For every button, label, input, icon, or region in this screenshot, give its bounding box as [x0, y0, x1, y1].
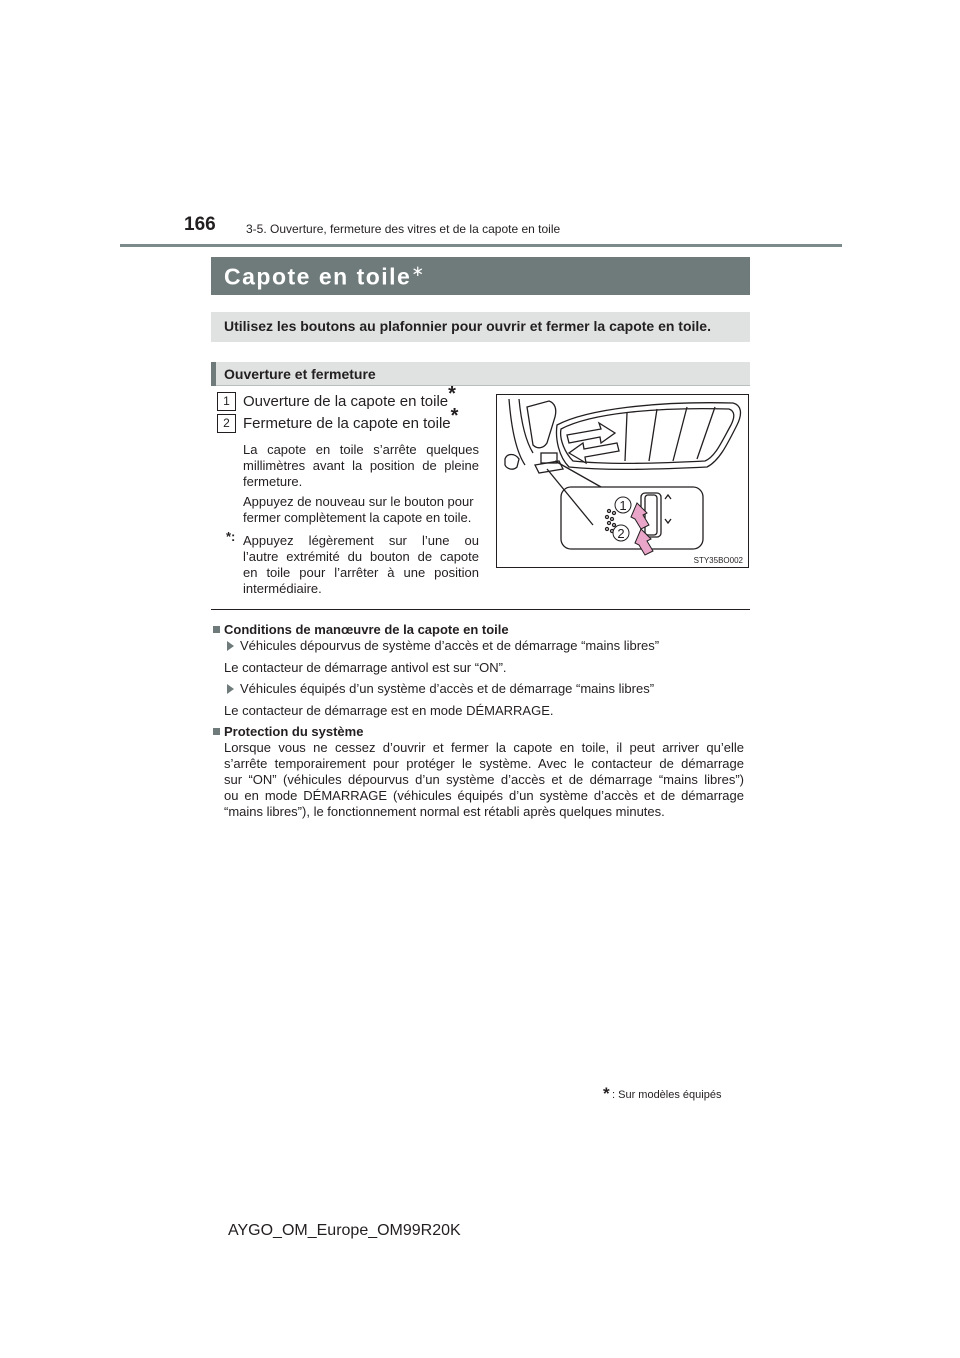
illustration-ceiling-switch	[496, 394, 749, 568]
protection-line: Lorsque vous ne cessez d’ouvrir et fermer la capote en toile, il peut arriver qu’elle	[224, 740, 744, 755]
page-title-text: Capote en toile	[224, 263, 412, 290]
bullet-square-icon	[213, 626, 220, 633]
section-divider	[211, 609, 750, 610]
step-1-asterisk: *	[448, 383, 456, 405]
conditions-case-1-text: Le contacteur de démarrage antivol est sur “ON”.	[224, 660, 507, 675]
conditions-case-1: Véhicules dépourvus de système d’accès et de démarrage “mains libres”	[240, 638, 660, 653]
subsection-title: Ouverture et fermeture	[224, 366, 376, 382]
conditions-heading: Conditions de manœuvre de la capote en toile	[224, 622, 509, 637]
conditions-case-2: Véhicules équipés d’un système d’accès et de démarrage “mains libres”	[240, 681, 655, 696]
conditions-case-2-text: Le contacteur de démarrage est en mode DÉMARRAGE.	[224, 703, 554, 718]
footnote-line: l’autre extrémité du bouton de capote	[243, 549, 479, 564]
note-press-again	[243, 494, 479, 526]
footer-note: : Sur modèles équipés	[612, 1089, 722, 1101]
step-2-label: Fermeture de la capote en toile	[243, 415, 451, 432]
protection-line: ou en mode DÉMARRAGE (véhicules équipés d’un système d’accès et de démarrage	[224, 788, 744, 803]
step-2-badge: 2	[217, 414, 236, 433]
footnote-mark: *:	[226, 529, 236, 544]
title-asterisk: ∗	[411, 263, 426, 280]
note-line: fermer complètement la capote en toile.	[243, 510, 472, 525]
note-line: La capote en toile s’arrête quelques	[243, 442, 479, 457]
footnote-text	[243, 533, 479, 597]
footnote-line: en toile pour l’arrêter à une position	[243, 565, 479, 580]
header-rule	[120, 244, 842, 247]
footnote-line: intermédiaire.	[243, 581, 322, 596]
footer-asterisk: *	[603, 1084, 610, 1103]
protection-text	[224, 740, 744, 820]
protection-line: sur “ON” (véhicules dépourvus d’un système d’accès et de démarrage “mains libres”)	[224, 772, 744, 787]
footnote-line: Appuyez légèrement sur l’une ou	[243, 533, 479, 548]
section-header: 3-5. Ouverture, fermeture des vitres et de la capote en toile	[246, 222, 561, 236]
step-1-text	[243, 383, 456, 410]
protection-heading: Protection du système	[224, 724, 364, 739]
step-1-label: Ouverture de la capote en toile	[243, 393, 449, 410]
note-line: Appuyez de nouveau sur le bouton pour	[243, 494, 474, 509]
figure-callout-2: 2	[617, 526, 625, 541]
triangle-arrow-icon	[227, 641, 234, 651]
intro-text: Utilisez les boutons au plafonnier pour ouvrir et fermer la capote en toile.	[224, 318, 711, 334]
figure-code: STY35BO002	[693, 556, 743, 565]
step-2-text	[243, 405, 459, 432]
illustration-drawing	[497, 395, 748, 567]
bullet-square-icon	[213, 728, 220, 735]
subsection-accent	[211, 362, 216, 386]
step-2-asterisk: *	[450, 405, 459, 427]
note-line: fermeture.	[243, 474, 303, 489]
page-title	[224, 262, 425, 291]
triangle-arrow-icon	[227, 684, 234, 694]
figure-callout-1: 1	[619, 498, 627, 513]
note-stop-before-closing	[243, 442, 479, 490]
document-code: AYGO_OM_Europe_OM99R20K	[228, 1222, 461, 1239]
page-number: 166	[184, 214, 216, 235]
note-line: millimètres avant la position de pleine	[243, 458, 479, 473]
step-1-badge: 1	[217, 392, 236, 411]
protection-line: “mains libres”), le fonctionnement normal est rétabli après quelques minutes.	[224, 804, 665, 819]
protection-line: s’arrête temporairement pour protéger le système. Avec le contacteur de démarrage	[224, 756, 744, 771]
